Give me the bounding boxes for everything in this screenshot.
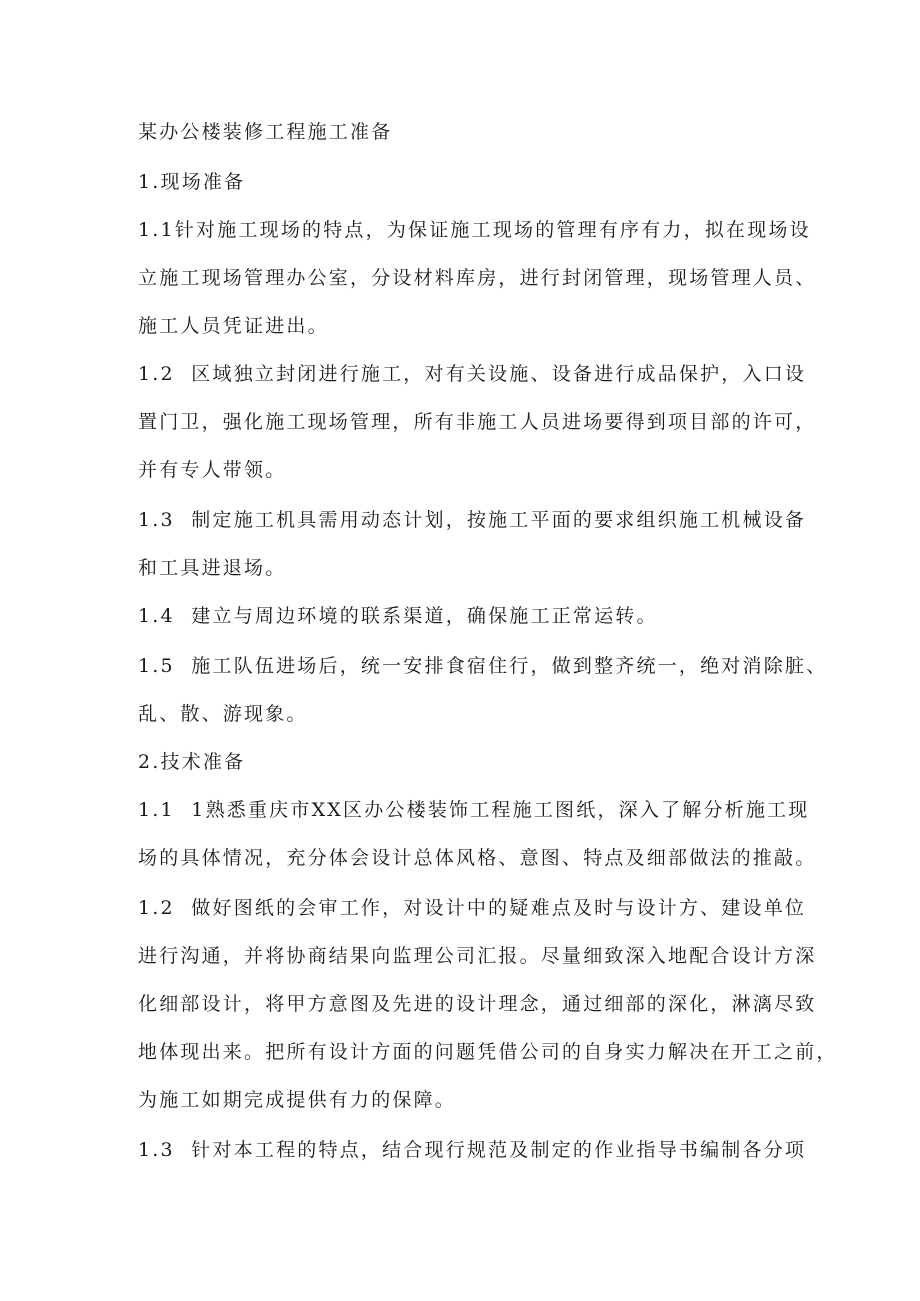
section-heading: 1.现场准备: [138, 171, 246, 193]
paragraph-line: 1.3 制定施工机具需用动态计划，按施工平面的要求组织施工机械设备: [138, 509, 807, 531]
paragraph-line: 置门卫，强化施工现场管理，所有非施工人员进场要得到项目部的许可，: [138, 411, 817, 433]
paragraph-line: 场的具体情况，充分体会设计总体风格、意图、特点及细部做法的推敲。: [138, 847, 817, 869]
paragraph-line: 1.2 区域独立封闭进行施工，对有关设施、设备进行成品保护，入口设: [138, 363, 807, 385]
section-heading: 2.技术准备: [138, 751, 246, 773]
paragraph-line: 化细部设计，将甲方意图及先进的设计理念，通过细部的深化，淋漓尽致: [138, 993, 817, 1015]
paragraph-line: 1.4 建立与周边环境的联系渠道，确保施工正常运转。: [138, 605, 658, 627]
paragraph-line: 地体现出来。把所有设计方面的问题凭借公司的自身实力解决在开工之前，: [138, 1041, 838, 1063]
paragraph-line: 施工人员凭证进出。: [138, 315, 329, 337]
paragraph-line: 1.1 1熟悉重庆市XX区办公楼装饰工程施工图纸，深入了解分析施工现: [138, 799, 810, 821]
paragraph-line: 立施工现场管理办公室，分设材料库房，进行封闭管理，现场管理人员、: [138, 267, 817, 289]
document-title: 某办公楼装修工程施工准备: [138, 121, 393, 143]
paragraph-line: 为施工如期完成提供有力的保障。: [138, 1089, 457, 1111]
paragraph-line: 进行沟通，并将协商结果向监理公司汇报。尽量细致深入地配合设计方深: [138, 945, 817, 967]
paragraph-line: 1.1针对施工现场的特点，为保证施工现场的管理有序有力，拟在现场设: [138, 219, 811, 241]
paragraph-line: 1.3 针对本工程的特点，结合现行规范及制定的作业指导书编制各分项: [138, 1139, 807, 1161]
paragraph-line: 1.5 施工队伍进场后，统一安排食宿住行，做到整齐统一，绝对消除脏、: [138, 655, 828, 677]
paragraph-line: 乱、散、游现象。: [138, 703, 308, 725]
paragraph-line: 1.2 做好图纸的会审工作，对设计中的疑难点及时与设计方、建设单位: [138, 897, 807, 919]
paragraph-line: 并有专人带领。: [138, 459, 287, 481]
paragraph-line: 和工具进退场。: [138, 557, 287, 579]
